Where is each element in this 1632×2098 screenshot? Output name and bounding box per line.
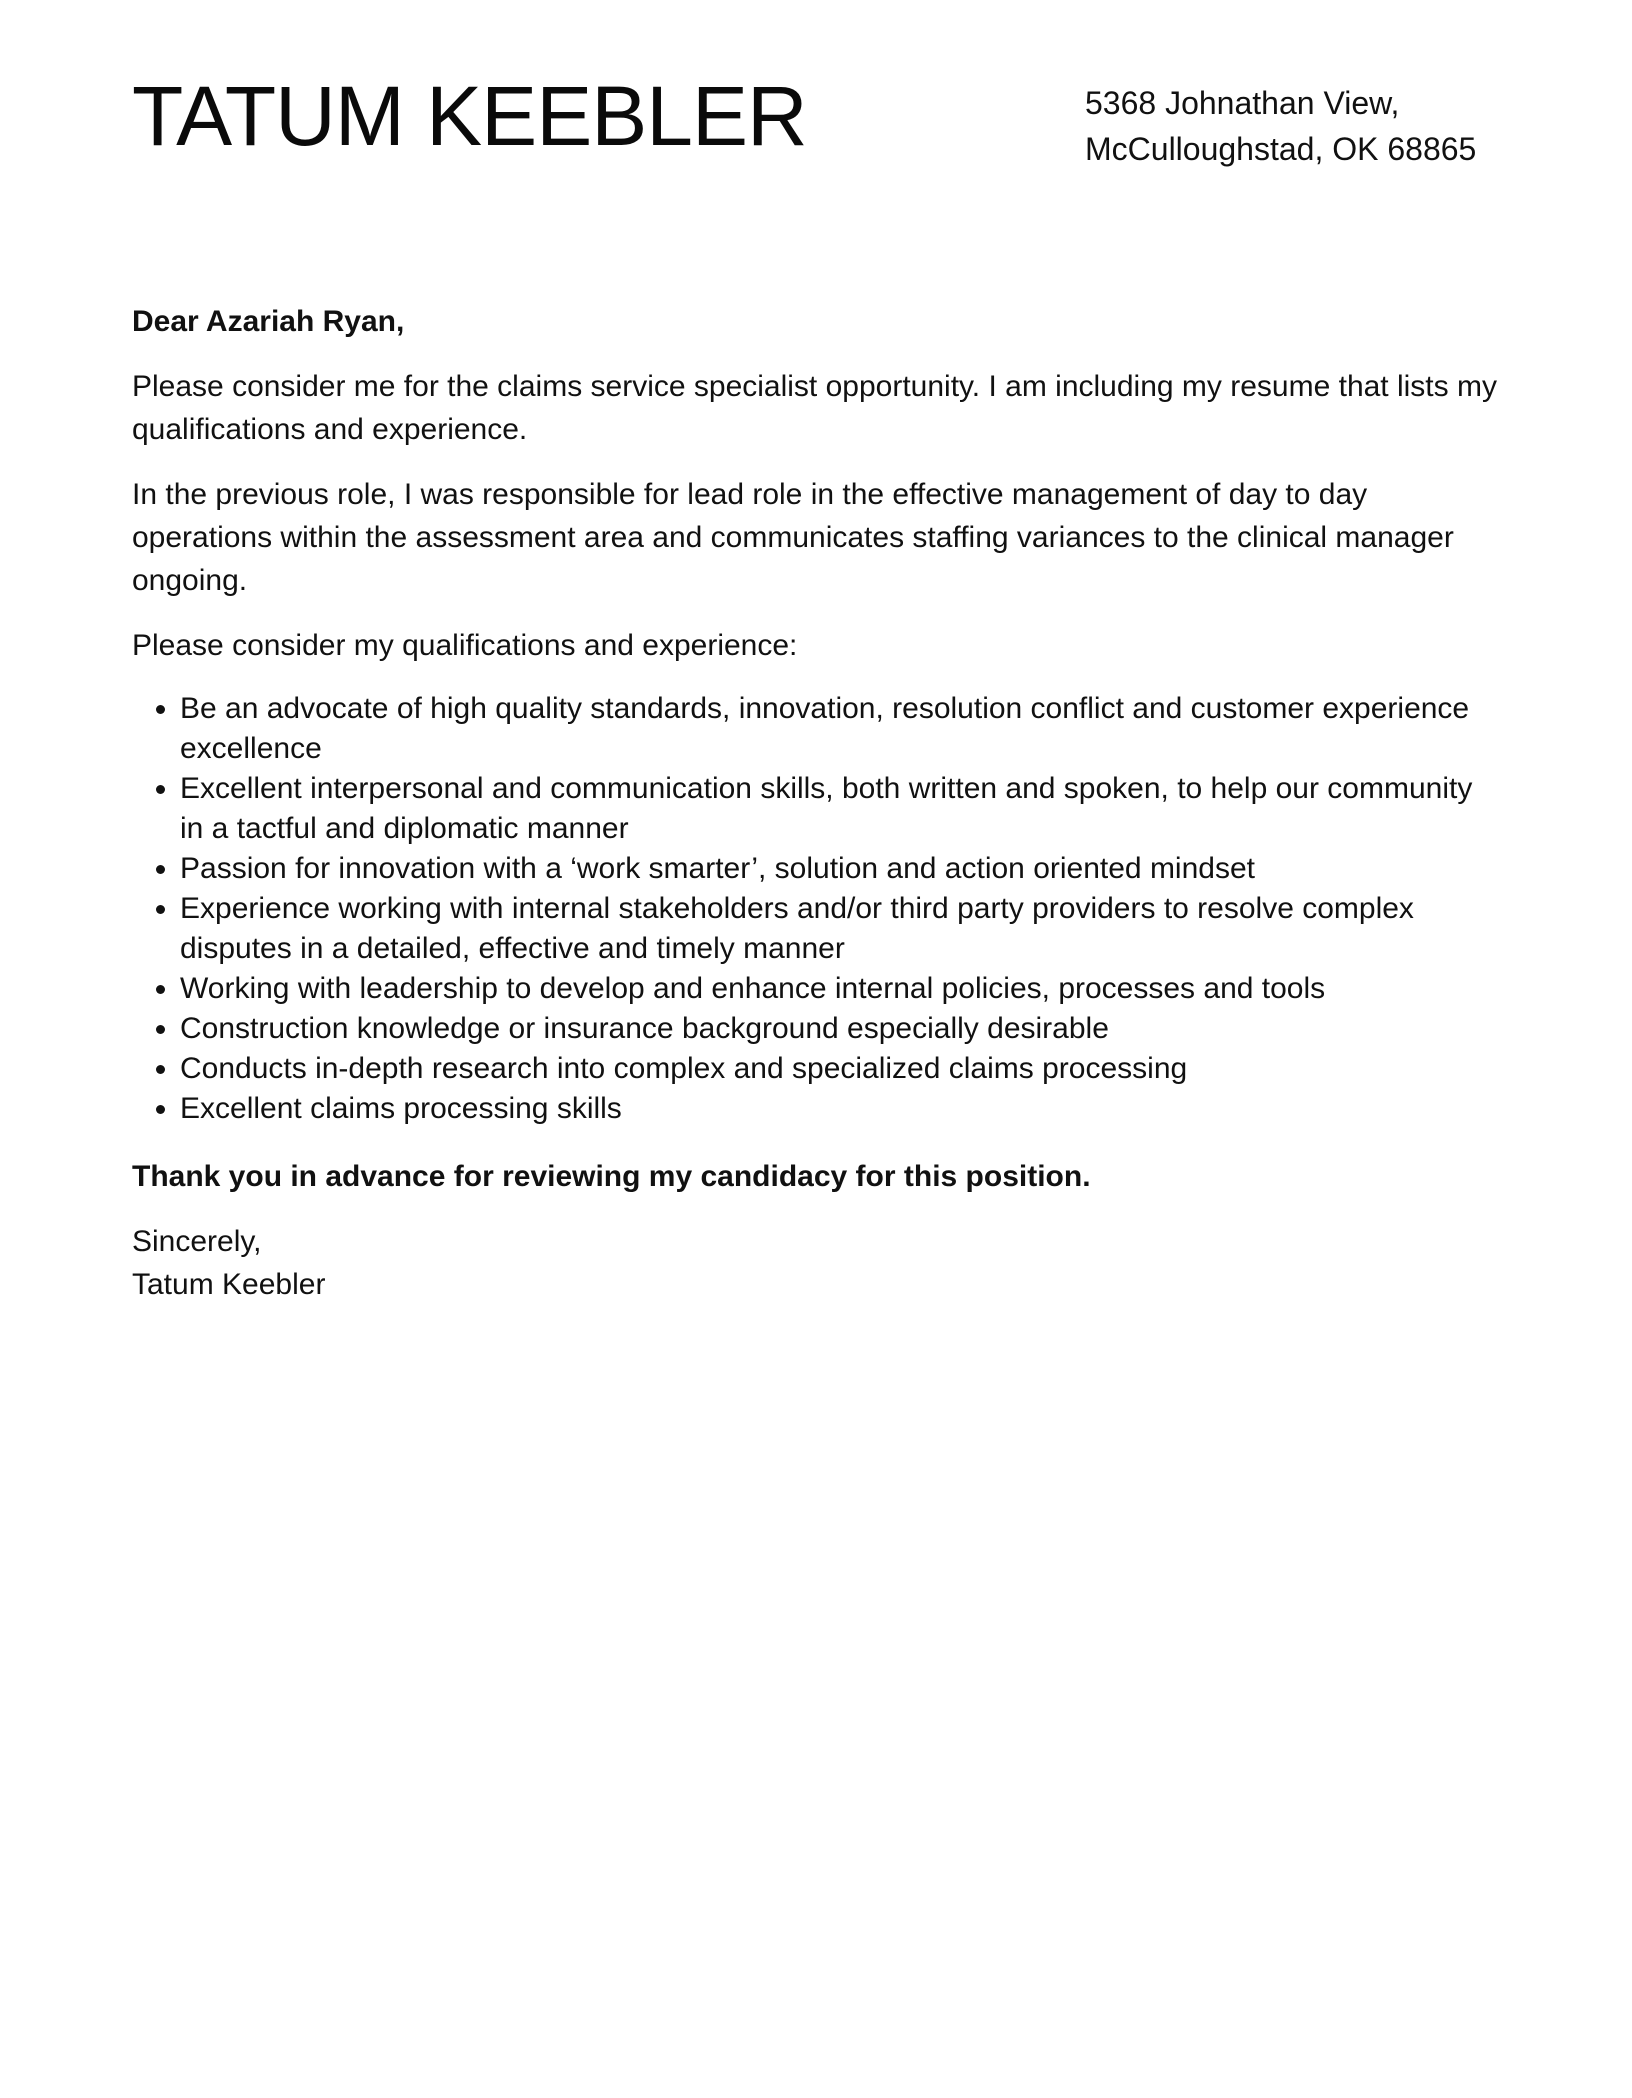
list-item: • Experience working with internal stakeholders and/or third party providers to resolve complex disputes in a detailed, effective and timely manner — [180, 889, 1502, 969]
list-item: • Conducts in-depth research into complex and specialized claims processing — [180, 1049, 1502, 1089]
list-item: • Excellent interpersonal and communication skills, both written and spoken, to help our community in a tactful and diplomatic manner — [180, 769, 1502, 849]
list-item: • Passion for innovation with a ‘work smarter’, solution and action oriented mindset — [180, 849, 1502, 889]
letter-body — [132, 300, 1502, 1306]
qualifications-list — [132, 689, 1502, 1129]
address-line-street: 5368 Johnathan View, — [1085, 85, 1400, 121]
list-item: • Excellent claims processing skills — [180, 1089, 1502, 1129]
closing-statement: Thank you in advance for reviewing my candidacy for this position. — [132, 1160, 1091, 1193]
address-line-city: McCulloughstad, OK 68865 — [1085, 131, 1477, 167]
qualifications-intro: Please consider my qualifications and experience: — [132, 629, 798, 662]
signature-name: Tatum Keebler — [132, 1268, 326, 1301]
list-item: • Be an advocate of high quality standards, innovation, resolution conflict and customer experience excellence — [180, 689, 1502, 769]
experience-paragraph: In the previous role, I was responsible for lead role in the effective management of day to day operations within the assessment area and communicates staffing variances to the clinical manager ongoing. — [132, 478, 1454, 597]
intro-paragraph: Please consider me for the claims service specialist opportunity. I am including my resume that lists my qualifications and experience. — [132, 370, 1497, 446]
signoff-text: Sincerely, — [132, 1225, 262, 1258]
applicant-address — [1085, 80, 1476, 172]
salutation: Dear Azariah Ryan, — [132, 305, 405, 338]
list-item: • Construction knowledge or insurance background especially desirable — [180, 1009, 1502, 1049]
list-item: • Working with leadership to develop and enhance internal policies, processes and tools — [180, 969, 1502, 1009]
signoff-block — [132, 1220, 1502, 1306]
applicant-name: TATUM KEEBLER — [132, 69, 807, 163]
